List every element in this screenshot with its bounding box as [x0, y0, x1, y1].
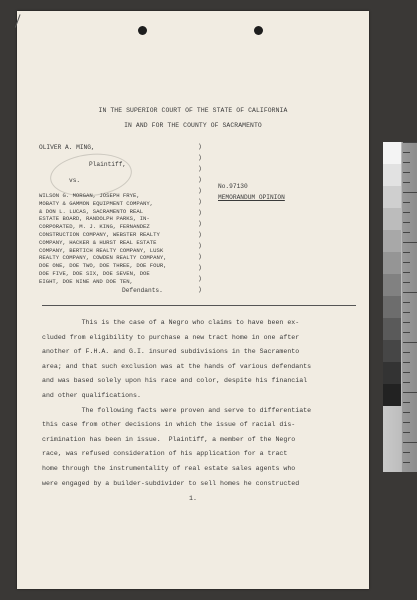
ruler-tick	[403, 212, 410, 213]
defendant-line: ESTATE BOARD, RANDOLPH PARKS, IN-	[39, 215, 150, 223]
body-line: area; and that such exclusion was at the hands of various defendants	[42, 362, 312, 370]
punch-hole	[254, 26, 263, 35]
corner-mark	[15, 14, 26, 30]
ruler-tick	[403, 242, 417, 243]
ruler-tick	[403, 252, 410, 253]
ruler-tick	[403, 432, 410, 433]
ruler-tick	[403, 232, 410, 233]
gray-patch	[383, 384, 401, 406]
ruler-tick	[403, 222, 410, 223]
ruler-tick	[403, 372, 410, 373]
document-title: MEMORANDUM OPINION	[218, 194, 285, 201]
body-line: and other qualifications.	[42, 392, 141, 399]
defendant-line: CORPORATED, M. J. KING, FERNANDEZ	[39, 223, 150, 231]
ruler-tick	[403, 322, 410, 323]
scale-ruler	[383, 142, 417, 472]
ruler-tick	[403, 162, 410, 163]
ruler-tick	[403, 382, 410, 383]
ruler-tick	[403, 312, 410, 313]
defendant-line: DOE ONE, DOE TWO, DOE THREE, DOE FOUR,	[39, 262, 167, 270]
body-line: race, was refused consideration of his application for a tract	[42, 450, 288, 458]
court-header-line2: IN AND FOR THE COUNTY OF SACRAMENTO	[124, 122, 262, 129]
ruler-tick	[403, 452, 410, 453]
ruler-tick	[403, 172, 410, 173]
ruler-tick	[403, 362, 410, 363]
ruler-tick	[403, 352, 410, 353]
versus-label: vs.	[69, 177, 81, 184]
ruler-tick	[403, 422, 410, 423]
ruler-tick	[403, 302, 410, 303]
body-line: were engaged by a builder-subdivider to sell homes he constructed	[42, 479, 300, 487]
ruler-tick	[403, 202, 410, 203]
gray-patch	[383, 296, 401, 318]
case-number: No.97130	[218, 183, 248, 190]
punch-hole	[138, 26, 147, 35]
ruler-tick	[403, 272, 410, 273]
ruler-tick	[403, 392, 417, 393]
body-line: another of F.H.A. and G.I. insured subdivisions in the Sacramento	[42, 348, 300, 356]
ruler-tick	[403, 462, 410, 463]
caption-rule	[42, 305, 356, 306]
body-line: This is the case of a Negro who claims to have been ex-	[42, 319, 300, 326]
gray-patch	[383, 340, 401, 362]
plaintiff-label: Plaintiff,	[89, 161, 127, 168]
defendant-line: REALTY COMPANY, COWDEN REALTY COMPANY,	[39, 254, 167, 262]
body-line: crimination has been in issue. Plaintiff, a member of the Negro	[42, 435, 296, 443]
ruler-tick	[403, 412, 410, 413]
ruler-tick	[403, 282, 410, 283]
body-line: and was based solely upon his race and color, despite his financial	[42, 377, 308, 385]
defendants-label: Defendants.	[122, 287, 163, 294]
page-number: 1.	[189, 495, 197, 502]
ruler-tick	[403, 152, 410, 153]
gray-patch	[383, 362, 401, 384]
gray-patch	[383, 274, 401, 296]
ruler-tick	[403, 182, 410, 183]
ruler-tick	[403, 192, 417, 193]
body-line: home through the instrumentality of real estate sales agents who	[42, 465, 296, 472]
gray-patch	[383, 164, 401, 186]
gray-patch	[383, 318, 401, 340]
court-header-line1: IN THE SUPERIOR COURT OF THE STATE OF CALIFORNIA	[98, 107, 288, 114]
defendant-line: CONSTRUCTION COMPANY, WEBSTER REALTY	[39, 231, 160, 238]
gray-patch	[383, 230, 401, 252]
defendant-line: WILSON G. MORGAN, JOSEPH FRYE,	[39, 192, 140, 199]
defendant-line: DOE FIVE, DOE SIX, DOE SEVEN, DOE	[39, 270, 150, 277]
gray-patch	[383, 208, 401, 230]
body-line: The following facts were proven and serve to differentiate	[42, 406, 312, 414]
ruler-tick	[403, 442, 417, 443]
caption-brace: ) ) ) ) ) ) ) ) ) ) ) ) ) )	[198, 143, 202, 293]
defendant-line: COMPANY, HACKER & HURST REAL ESTATE	[39, 238, 157, 246]
ruler-tick	[403, 142, 417, 143]
ruler-tick	[403, 292, 417, 293]
document-page	[17, 11, 369, 589]
defendant-line: MOBATY & GAMMON EQUIPMENT COMPANY,	[39, 199, 154, 207]
ruler-tick	[403, 342, 417, 343]
ruler-tick	[403, 262, 410, 263]
ruler-tick	[403, 332, 410, 333]
defendant-line: & DON L. LUCAS, SACRAMENTO REAL	[39, 207, 144, 215]
gray-patch	[383, 252, 401, 274]
body-line: this case from other decisions in which the issue of racial dis-	[42, 421, 296, 429]
body-line: cluded from eligibility to purchase a new tract home in one after	[42, 333, 300, 341]
ruler-tick	[403, 402, 410, 403]
gray-patch	[383, 186, 401, 208]
defendant-line: COMPANY, BERTICH REALTY COMPANY, LUSK	[39, 246, 164, 254]
gray-patch	[383, 142, 401, 164]
plaintiff-name: OLIVER A. MING,	[39, 144, 95, 151]
defendant-line: EIGHT, DOE NINE AND DOE TEN,	[39, 277, 133, 285]
